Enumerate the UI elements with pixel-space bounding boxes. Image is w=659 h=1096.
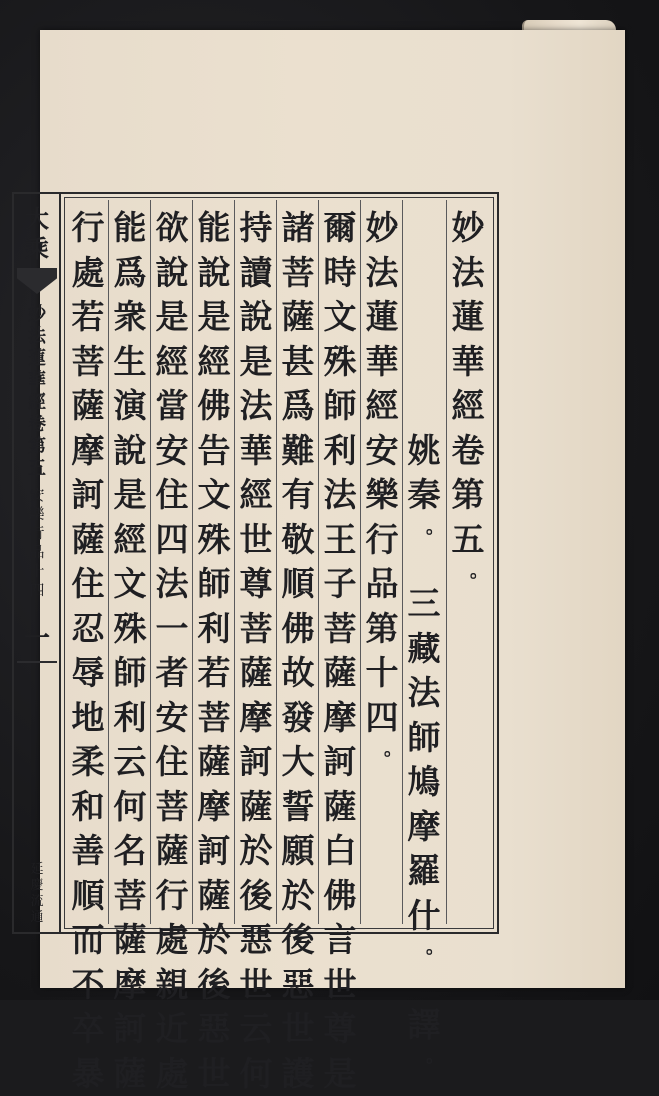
column-char: 白 [320,829,360,874]
column-char: 法 [362,251,402,296]
column-char: 法 [448,251,488,296]
column-char: 菩 [320,607,360,652]
margin-chapter-char: 安 [29,486,44,505]
column-char: 訶 [68,473,108,518]
margin-chapter [29,486,44,600]
margin-top-char: 大 [25,204,49,234]
column-char: 時 [320,251,360,296]
column-rule [360,200,361,924]
column-char: 誓 [278,785,318,830]
column-char [404,384,444,429]
column-char: 五 [448,518,488,563]
column-char: 世 [320,963,360,1008]
column-char: 說 [110,429,150,474]
column-char: 文 [194,473,234,518]
column-rule [192,200,193,924]
column-rule [234,200,235,924]
page-margin-heart [12,192,60,934]
column-char: 訶 [194,829,234,874]
text-column [320,206,360,1096]
publisher-char: 通 [30,910,43,926]
column-char: 甚 [278,340,318,385]
column-char: 樂 [362,473,402,518]
text-column [278,206,318,1096]
column-char: 蓮 [448,295,488,340]
column-char: 菩 [68,340,108,385]
column-char: 摩 [236,696,276,741]
column-char: 利 [320,429,360,474]
column-char [404,295,444,340]
column-char: 世 [236,518,276,563]
column-char: 願 [278,829,318,874]
column-char: 處 [152,1052,192,1096]
margin-chapter-char: 樂 [29,505,44,524]
column-char: 是 [320,1052,360,1096]
column-char: 妙 [448,206,488,251]
margin-title-char: 五 [28,458,46,480]
column-char: 告 [194,429,234,474]
column-char: 云 [236,1007,276,1052]
column-char: 摩 [320,696,360,741]
column-char: 訶 [110,1007,150,1052]
column-char: 。 [404,938,444,958]
column-char: 爾 [320,206,360,251]
column-char: 說 [236,295,276,340]
column-char: 摩 [194,785,234,830]
column-char: 忍 [68,607,108,652]
column-char: 名 [110,829,150,874]
column-char: 衆 [110,295,150,340]
column-char: 訶 [236,740,276,785]
publisher-char: 延 [30,862,43,878]
column-char: 佛 [320,874,360,919]
text-column [404,206,444,1067]
margin-top-char: 乘 [25,234,49,264]
column-char: 柔 [68,740,108,785]
column-char: 住 [68,562,108,607]
column-char: 法 [320,473,360,518]
column-char: 文 [110,562,150,607]
column-char: 後 [194,963,234,1008]
column-char: 說 [194,251,234,296]
column-char: 順 [278,562,318,607]
publisher-mark [30,862,43,926]
column-char: 薩 [320,651,360,696]
margin-title-char: 法 [28,326,46,348]
column-char: 是 [194,295,234,340]
column-char: 於 [236,829,276,874]
column-char: 住 [152,473,192,518]
column-char: 說 [152,251,192,296]
column-char: 薩 [68,518,108,563]
column-char: 是 [152,295,192,340]
column-char: 何 [236,1052,276,1096]
column-char: 欲 [152,206,192,251]
margin-divider [17,661,57,663]
column-char: 薩 [152,829,192,874]
column-char: 薩 [110,1052,150,1096]
column-char: 薩 [320,785,360,830]
column-char: 尊 [236,562,276,607]
column-char: 訶 [320,740,360,785]
margin-title-char: 華 [28,370,46,392]
column-char: 爲 [278,384,318,429]
column-char: 經 [236,473,276,518]
column-char: 護 [278,1052,318,1096]
text-column [194,206,234,1096]
column-char: 安 [152,696,192,741]
column-char: 敬 [278,518,318,563]
column-char: 故 [278,651,318,696]
column-char: 藏 [404,627,444,672]
column-char: 子 [320,562,360,607]
column-char: 經 [152,340,192,385]
column-rule [318,200,319,924]
column-char: 華 [448,340,488,385]
column-char: 蓮 [362,295,402,340]
column-char: 。 [448,562,488,582]
column-char: 何 [110,785,150,830]
column-rule [402,200,403,924]
text-column [236,206,276,1096]
margin-chapter-char: 十 [29,562,44,581]
column-char: 菩 [278,251,318,296]
column-char: 惡 [194,1007,234,1052]
column-char: 於 [278,874,318,919]
column-char: 佛 [278,607,318,652]
column-char: 大 [278,740,318,785]
column-char: 摩 [110,963,150,1008]
column-char: 薩 [194,740,234,785]
column-char: 師 [194,562,234,607]
column-char: 羅 [404,849,444,894]
column-char: 有 [278,473,318,518]
column-char: 安 [362,429,402,474]
margin-title-char: 蓮 [28,348,46,370]
fish-tail-mark [17,268,57,294]
column-char: 處 [68,251,108,296]
column-char: 是 [110,473,150,518]
column-char: 能 [110,206,150,251]
margin-title [28,304,46,480]
column-char: 云 [110,740,150,785]
text-column [362,206,402,760]
column-char: 。 [404,1047,444,1067]
column-char: 惡 [236,918,276,963]
column-char: 經 [448,384,488,429]
column-char: 菩 [194,696,234,741]
column-char: 暴 [68,1052,108,1096]
column-char: 經 [362,384,402,429]
column-char: 若 [68,295,108,340]
column-char: 親 [152,963,192,1008]
column-char: 能 [194,206,234,251]
column-char: 世 [194,1052,234,1096]
column-char: 妙 [362,206,402,251]
publisher-char: 流 [30,894,43,910]
column-char: 近 [152,1007,192,1052]
column-char: 行 [362,518,402,563]
column-char: 順 [68,874,108,919]
column-char [404,251,444,296]
column-char: 菩 [236,607,276,652]
column-char: 十 [362,651,402,696]
column-char: 和 [68,785,108,830]
column-char: 經 [110,518,150,563]
column-char: 一 [152,607,192,652]
column-char: 者 [152,651,192,696]
column-rule [276,200,277,924]
column-char [404,340,444,385]
column-char: 善 [68,829,108,874]
text-column [110,206,150,1096]
column-char: 三 [404,582,444,627]
column-char: 王 [320,518,360,563]
column-char: 。 [404,518,444,538]
column-char: 生 [110,340,150,385]
column-char: 後 [236,874,276,919]
column-char: 什 [404,894,444,939]
column-char: 行 [152,874,192,919]
column-char: 。 [362,740,402,760]
column-char: 姚 [404,429,444,474]
column-char: 言 [320,918,360,963]
column-char: 菩 [152,785,192,830]
margin-chapter-char: 行 [29,524,44,543]
column-char: 不 [68,963,108,1008]
column-rule [150,200,151,924]
text-column [68,206,108,1096]
column-char: 法 [236,384,276,429]
column-char: 譯 [404,1003,444,1048]
column-char: 於 [194,918,234,963]
column-char [404,206,444,251]
column-char: 安 [152,429,192,474]
column-char [404,958,444,1003]
column-char: 地 [68,696,108,741]
column-char: 秦 [404,473,444,518]
column-char: 師 [110,651,150,696]
margin-chapter-char: 四 [29,581,44,600]
column-char: 持 [236,206,276,251]
column-char: 品 [362,562,402,607]
column-char: 世 [236,963,276,1008]
column-char: 師 [320,384,360,429]
column-char: 文 [320,295,360,340]
column-char: 華 [362,340,402,385]
column-char: 四 [362,696,402,741]
column-char: 法 [152,562,192,607]
margin-top-label [25,204,49,264]
column-char: 師 [404,716,444,761]
column-char [404,538,444,583]
column-char: 薩 [236,785,276,830]
margin-chapter-char: 品 [29,543,44,562]
column-char: 發 [278,696,318,741]
column-char: 惡 [278,963,318,1008]
column-char: 華 [236,429,276,474]
column-char: 經 [194,340,234,385]
column-char: 後 [278,918,318,963]
column-char: 住 [152,740,192,785]
margin-title-char: 經 [28,392,46,414]
column-char: 佛 [194,384,234,429]
column-char: 利 [110,696,150,741]
margin-title-char: 第 [28,436,46,458]
column-char: 利 [194,607,234,652]
column-char: 行 [68,206,108,251]
column-char: 鳩 [404,760,444,805]
column-char: 卷 [448,429,488,474]
column-char: 摩 [404,805,444,850]
column-char: 讀 [236,251,276,296]
column-char: 殊 [194,518,234,563]
column-char: 薩 [278,295,318,340]
column-char: 是 [236,340,276,385]
column-rule [108,200,109,924]
column-char: 難 [278,429,318,474]
text-column [152,206,192,1096]
column-char: 摩 [68,429,108,474]
column-char: 第 [448,473,488,518]
column-char: 法 [404,671,444,716]
column-char: 第 [362,607,402,652]
column-char: 殊 [110,607,150,652]
column-char: 諸 [278,206,318,251]
margin-title-char: 妙 [28,304,46,326]
column-char: 薩 [194,874,234,919]
column-char: 薩 [110,918,150,963]
column-char: 世 [278,1007,318,1052]
column-char: 薩 [236,651,276,696]
column-char: 殊 [320,340,360,385]
column-char: 四 [152,518,192,563]
column-char: 而 [68,918,108,963]
column-char: 處 [152,918,192,963]
column-char: 菩 [110,874,150,919]
margin-title-char: 卷 [28,414,46,436]
column-char: 尊 [320,1007,360,1052]
column-char: 若 [194,651,234,696]
page-number: 一 [24,618,50,655]
column-char: 卒 [68,1007,108,1052]
column-char: 爲 [110,251,150,296]
column-char: 薩 [68,384,108,429]
column-char: 演 [110,384,150,429]
column-char: 當 [152,384,192,429]
publisher-char: 慶 [30,878,43,894]
column-char: 辱 [68,651,108,696]
